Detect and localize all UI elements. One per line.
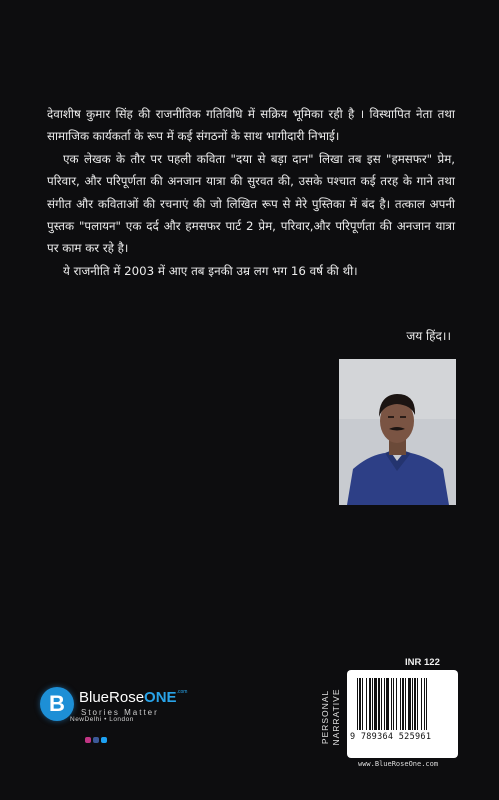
price-label: INR 122 [405,657,440,668]
publisher-name-part1: BlueRose [79,689,145,706]
publisher-logo [38,683,238,743]
facebook-icon [93,737,99,743]
author-bio [47,103,455,282]
bluerose-logo-icon [40,687,74,721]
signoff: जय हिंद।। [406,329,451,343]
logo-letter: B [49,691,65,716]
publisher-name-part2: ONE [144,689,177,706]
publisher-name [79,689,187,706]
author-photo [339,359,456,505]
barcode-bars [357,678,451,730]
twitter-icon [101,737,107,743]
bio-paragraph-1: देवाशीष कुमार सिंह की राजनीतिक गतिविधि में सक्रिय भूमिका रही है । विस्थापित नेता तथा सामाजिक कार्यकर्ता के रूप में कई संगठनों के साथ भागीदारी निभाई। [47,107,455,144]
publisher-tagline: Stories Matter [81,708,159,717]
social-icons [85,728,109,736]
publisher-locations: NewDelhi • London [70,716,134,723]
genre-text [320,688,342,745]
bio-paragraph-2: एक लेखक के तौर पर पहली कविता "दया से बड़ा दान" लिखा तब इस "हमसफर" प्रेम, परिवार, और परिपूर्णता की अनजान यात्रा की सुरवत की, उसके पश्चात कई तरह के गाने तथा संगीत और कविताओं की रचनाएं की जो लिखित रूप से मेरे पुस्तिका में बंद है। तत्काल अपनी पुस्तक "पलायन" एक दर्द और हमसफर पार्ट 2 प्रेम, परिवार,और परिपूर्णता की अनजान यात्रा पर काम कर रहे है। [47,151,455,256]
isbn-number: 9 789364 525961 [350,732,432,742]
genre-label [319,672,343,762]
publisher-website: www.BlueRoseOne.com [358,760,439,768]
isbn-barcode [347,670,458,758]
genre-line-1: PERSONAL [320,689,330,745]
instagram-icon [85,737,91,743]
publisher-name-suffix: .com [176,689,188,695]
genre-line-2: NARRATIVE [331,688,341,746]
bio-paragraph-3: ये राजनीति में 2003 में आए तब इनकी उम्र लग भग 16 वर्ष की थी। [63,263,358,278]
